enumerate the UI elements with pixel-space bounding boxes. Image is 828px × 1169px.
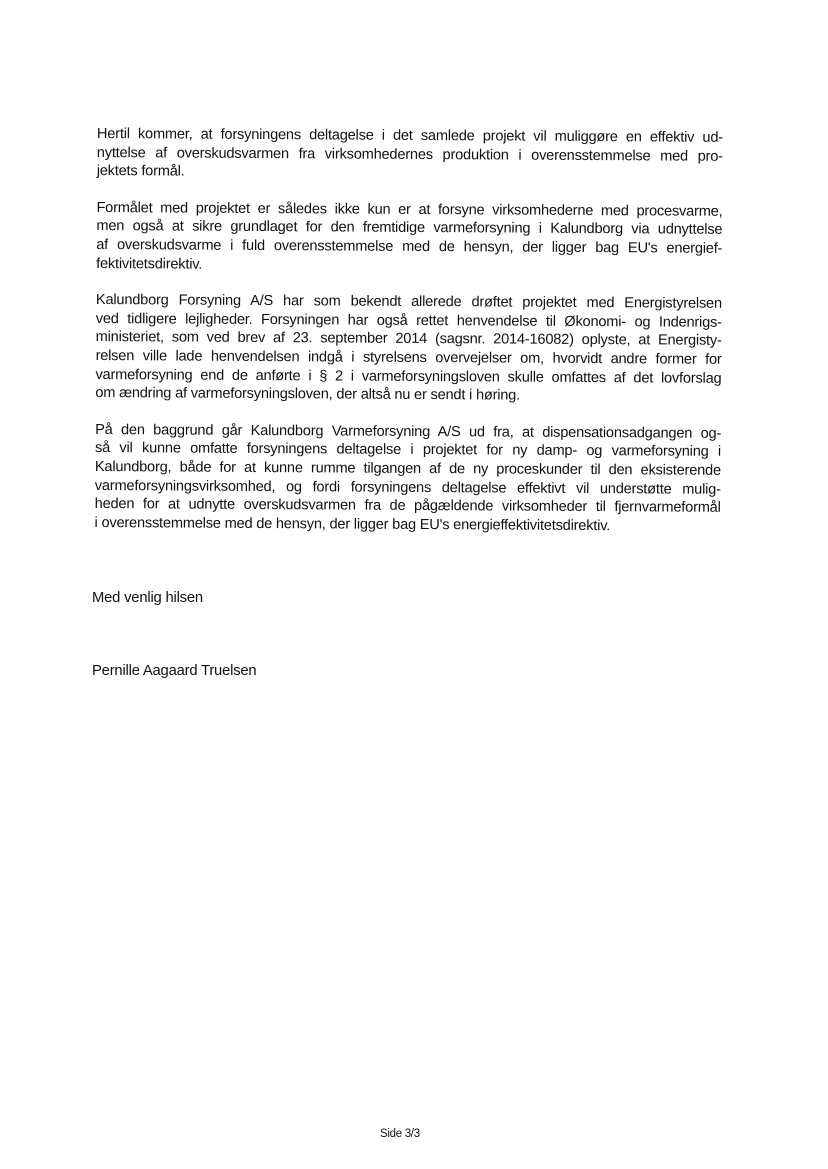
- page-number: Side 3/3: [380, 1128, 420, 1140]
- text-line: fektivitetsdirektiv.: [96, 255, 203, 273]
- signature-name: Pernille Aagaard Truelsen: [92, 663, 257, 679]
- text-line: På den baggrund går Kalundborg Varmeforsyning A/S ud fra, at dispensationsadgangen og-: [95, 421, 722, 442]
- text-line: Kalundborg, både for at kunne rumme tilgangen af de ny proceskunder til den eksisterende: [94, 458, 721, 479]
- text-line: om ændring af varmeforsyningsloven, der altså nu er sendt i høring.: [95, 385, 521, 404]
- letter-body: [94, 125, 723, 554]
- text-line: i overensstemmelse med de hensyn, der ligger bag EU's energieffektivitetsdirektiv.: [94, 514, 611, 534]
- text-line: ministeriet, som ved brev af 23. september 2014 (sagsnr. 2014-16082) oplyste, at Energisty-: [95, 329, 722, 350]
- text-line: så vil kunne omfatte forsyningens deltagelse i projektet for ny damp- og varmeforsyning i: [94, 440, 722, 461]
- paragraph-3: [95, 291, 722, 406]
- paragraph-4: [95, 421, 722, 536]
- closing-salutation: Med venlig hilsen: [92, 590, 203, 606]
- text-line: Formålet med projektet er således ikke kun er at forsyne virksomhederne med procesvarme,: [96, 199, 723, 220]
- text-line: Kalundborg Forsyning A/S har som bekendt allerede drøftet projektet med Energistyrelsen: [95, 292, 722, 312]
- text-line: Hertil kommer, at forsyningens deltagelse i det samlede projekt vil muliggøre en effektiv ud-: [96, 125, 723, 146]
- text-line: heden for at udnytte overskudsvarmen fra de pågældende virksomheder til fjernvarmeformål: [94, 496, 721, 516]
- text-line: varmeforsyning end de anførte i § 2 i varmeforsyningsloven skulle omfattes af det lovforslag: [95, 366, 722, 387]
- text-line: ved tidligere lejligheder. Forsyningen har også rettet henvendelse til Økonomi- og Indenrigs-: [95, 310, 722, 331]
- text-line: varmeforsyningsvirksomhed, og fordi forsyningens deltagelse effektivt vil understøtte mulig-: [94, 477, 721, 498]
- paragraph-1: [97, 125, 723, 185]
- paragraph-2: [96, 199, 722, 277]
- text-line: relsen ville lade henvendelsen indgå i styrelsens overvejelser om, hvorvidt andre former for: [95, 347, 722, 368]
- text-line: jektets formål.: [96, 163, 185, 180]
- text-line: af overskudsvarme i fuld overensstemmelse med de hensyn, der ligger bag EU's energief-: [96, 236, 723, 257]
- text-line: nyttelse af overskudsvarmen fra virksomhedernes produktion i overensstemmelse med pro-: [96, 144, 723, 165]
- text-line: men også at sikre grundlaget for den fremtidige varmeforsyning i Kalundborg via udnyttelse: [96, 218, 723, 239]
